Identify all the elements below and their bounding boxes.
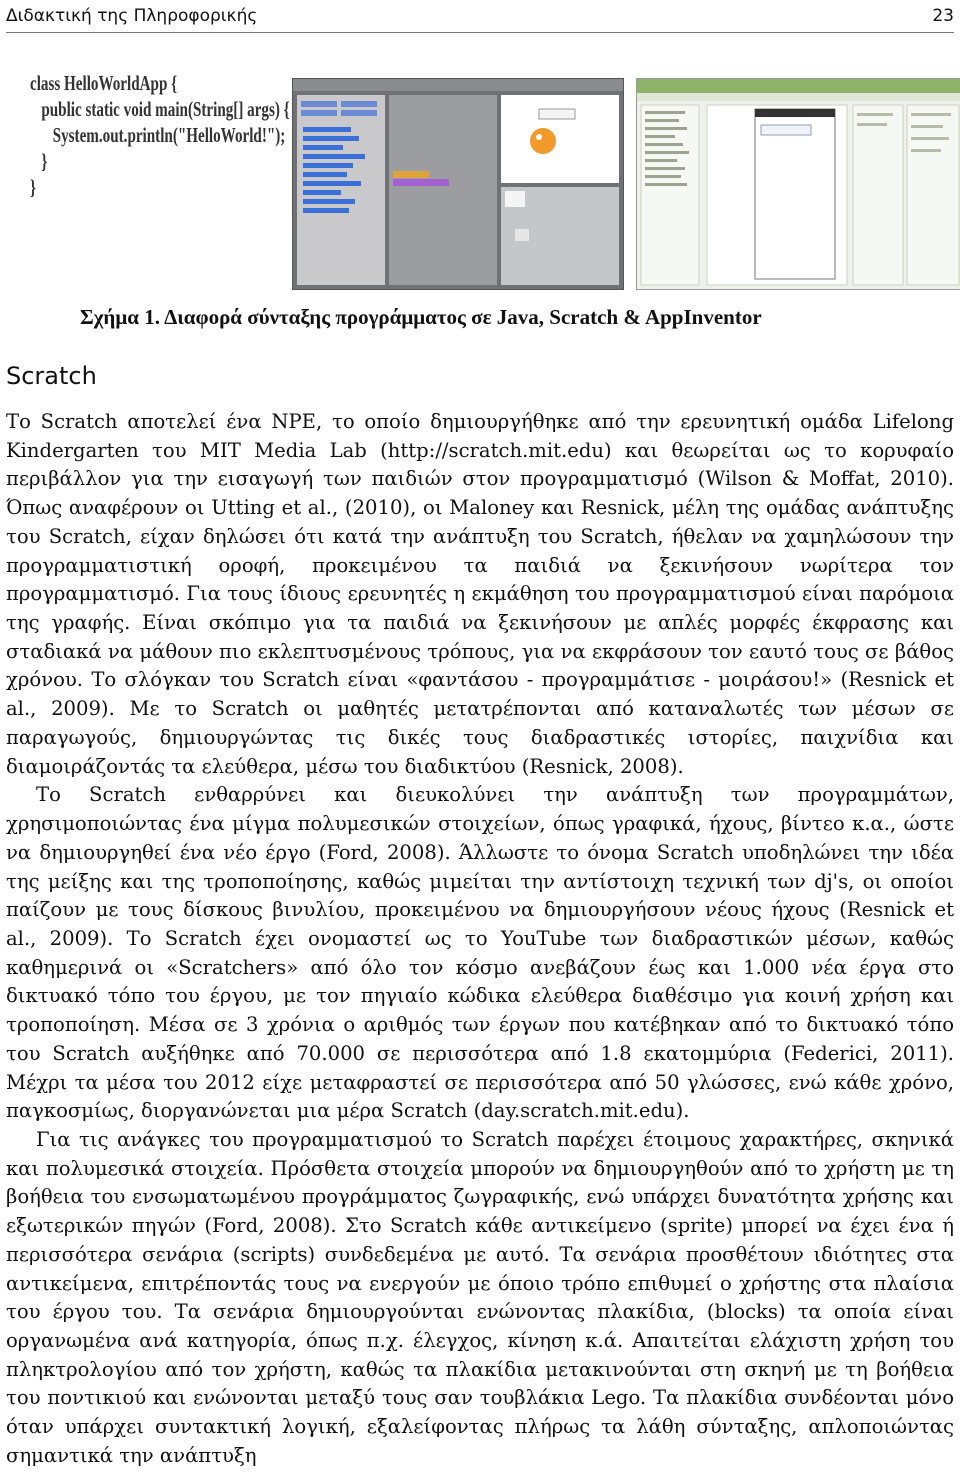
paragraph-1: Το Scratch αποτελεί ένα ΝΡΕ, το οποίο δημιουργήθηκε από την ερευνητική ομάδα Lifelong Kindergarten του MIT Media Lab (http://scratch.mit.edu) και θεωρείται ως το κορυφαίο περιβάλλον για την εισαγωγή των παιδιών στον προγραμματισμό (Wilson & Moffat, 2010). Όπως αναφέρουν οι Utting et al., (2010), οι Maloney και Resnick, μέλη της ομάδας ανάπτυξης του Scratch, είχαν δηλώσει ότι κατά την ανάπτυξη του Scratch, ήθελαν να χαμηλώσουν την προγραμματιστική οροφή, προκειμένου τα παιδιά να ξεκινήσουν νωρίτερα τον προγραμματισμό. Για τους ίδιους ερευνητές η εκμάθηση του προγραμματισμού είναι παρόμοια της γραφής. Είναι σκόπιμο για τα παιδιά να ξεκινήσουν με απλές μορφές έκφρασης και σταδιακά να μάθουν πιο εκλεπτυσμένους τρόπους, για να εκφράσουν τον εαυτό τους σε βάθος χρόνου. Το σλόγκαν του Scratch είναι «φαντάσου - προγραμμάτισε - μοιράσου!» (Resnick et al., 2009). Με το Scratch οι μαθητές μετατρέπονται από καταναλωτές των μέσων σε παραγωγούς, δημιουργώντας τις δικές τους διαδραστικές ιστορίες, παιχνίδια και διαμοιράζοντάς τα ελεύθερα, μέσω του διαδικτύου (Resnick, 2008). <box>6 410 954 778</box>
figure-1 <box>30 70 940 290</box>
paragraph-2: Το Scratch ενθαρρύνει και διευκολύνει την ανάπτυξη των προγραμμάτων, χρησιμοποιώντας ένα μίγμα πολυμεσικών στοιχείων, όπως γραφικά, ήχους, βίντεο κ.α., ώστε να δημιουργηθεί ένα νέο έργο (Ford, 2008). Άλλωστε το όνομα Scratch υποδηλώνει την ιδέα της μείξης και της τροποποίησης, καθώς μιμείται την αντίστοιχη τεχνική των dj's, οι οποίοι παίζουν με τους δίσκους βινυλίου, προκειμένου να δημιουργήσουν νέους ήχους (Resnick et al., 2009). Το Scratch έχει ονομαστεί ως το YouTube των διαδραστικών μέσων, καθώς καθημερινά οι «Scratchers» από όλο τον κόσμο ανεβάζουν έως και 1.000 νέα έργα στο δικτυακό τόπο του έργου, με τον πηγιαίο κώδικα ελεύθερα διαθέσιμο για κοινή χρήση και τροποποίηση. Μέσα σε 3 χρόνια ο αριθμός των έργων που κατέβηκαν από το δικτυακό τόπο του Scratch αυξήθηκε από 70.000 σε περισσότερα από 1.8 εκατομμύρια (Federici, 2011). Μέχρι τα μέσα του 2012 είχε μεταφραστεί σε περισσότερα από 50 γλώσσες, ενώ κάθε χρόνο, παγκοσμίως, διοργανώνεται μια μέρα Scratch (day.scratch.mit.edu). <box>6 783 954 1123</box>
figure-caption: Σχήμα 1. Διαφορά σύνταξης προγράμματος σε Java, Scratch & AppInventor <box>80 305 762 329</box>
header-title: Διδακτική της Πληροφορικής <box>6 6 258 26</box>
page-number: 23 <box>932 6 954 26</box>
section-heading: Scratch <box>6 362 97 390</box>
java-code-image <box>30 70 290 280</box>
java-code: class HelloWorldApp { public static void main(String[] args) { System.out.println("HelloWorld!"); } } <box>30 71 290 199</box>
appinventor-ui-illustration <box>637 79 960 289</box>
appinventor-screenshot <box>636 78 960 290</box>
page-header <box>6 4 954 33</box>
scratch-ui-illustration <box>293 79 623 289</box>
body-text <box>6 408 954 1471</box>
paragraph-3: Για τις ανάγκες του προγραμματισμού το Scratch παρέχει έτοιμους χαρακτήρες, σκηνικά και πολυμεσικά στοιχεία. Πρόσθετα στοιχεία μπορούν να δημιουργηθούν από το χρήστη με τη βοήθεια του ενσωματωμένου προγράμματος ζωγραφικής, ενώ υπάρχει δυνατότητα χρήσης και εξωτερικών πηγών (Ford, 2008). Στο Scratch κάθε αντικείμενο (sprite) μπορεί να έχει ένα ή περισσότερα σενάρια (scripts) συνδεδεμένα με αυτό. Τα σενάρια προσθέτουν ιδιότητες στα αντικείμενα, επιτρέποντάς τους να ενεργούν με όποιο τρόπο επιθυμεί ο χρήστης στα πλαίσια του έργου του. Τα σενάρια δημιουργούνται ενώνοντας πλακίδια, (blocks) τα οποία είναι οργανωμένα ανά κατηγορία, όπως π.χ. έλεγχος, κίνηση κ.ά. Απαιτείται ελάχιστη χρήση του πληκτρολογίου από τον χρήστη, καθώς τα πλακίδια μετακινούνται στη σκηνή με τη βοήθεια του ποντικιού και ενώνονται μεταξύ τους σαν τουβλάκια Lego. Τα πλακίδια συνδέονται μόνο όταν υπάρχει συντακτική λογική, εξαλείφοντας πλήρως τα λάθη σύνταξης, απλοποιώντας σημαντικά την ανάπτυξη <box>6 1127 954 1467</box>
scratch-screenshot <box>292 78 624 290</box>
